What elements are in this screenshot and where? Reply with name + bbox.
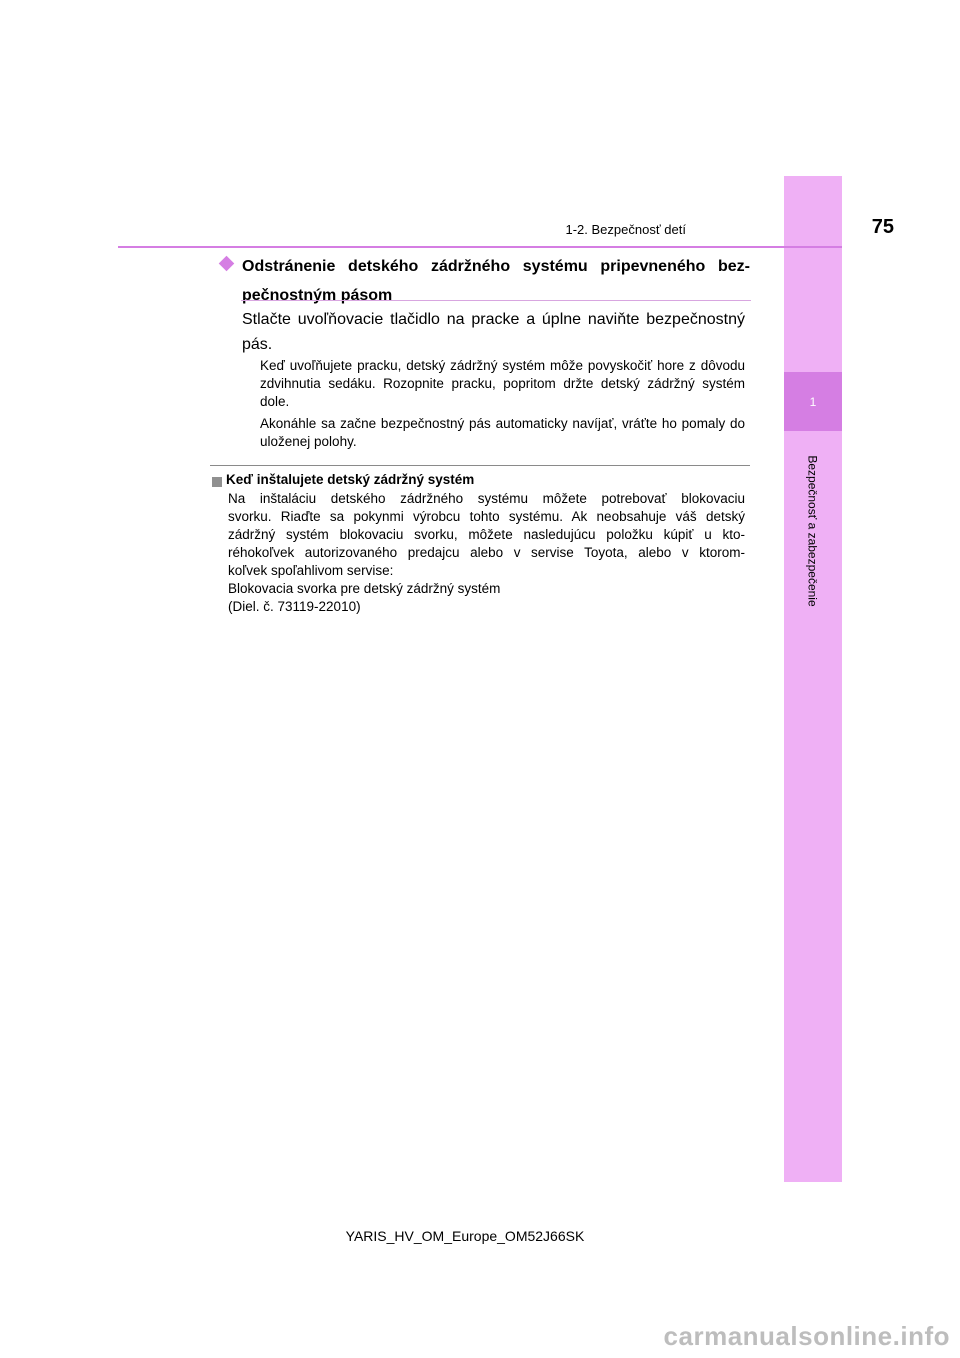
info-body xyxy=(228,490,745,616)
page-header xyxy=(118,214,894,248)
section-divider xyxy=(210,465,750,466)
subheading-text: Odstránenie detského zádržného systému pripevneného bezpečnostným pásom xyxy=(242,258,750,304)
section-reference: 1-2. Bezpečnosť detí xyxy=(565,222,686,237)
info-line: Blokovacia svorka pre detský zádržný systém xyxy=(228,581,501,596)
info-title: Keď inštalujete detský zádržný systém xyxy=(226,472,475,487)
page-number: 75 xyxy=(871,216,894,238)
chapter-title-tab xyxy=(784,436,842,626)
chapter-side-tab xyxy=(784,176,842,1182)
document-footer: YARIS_HV_OM_Europe_OM52J66SK xyxy=(345,1228,585,1244)
info-line: Na inštaláciu detského zádržného systému môžete potrebovať blokovaciu xyxy=(228,491,745,506)
info-line: réhokoľvek autorizovaného predajcu alebo v servise Toyota, alebo v ktorom- xyxy=(228,545,745,560)
gray-square-bullet-icon xyxy=(212,477,222,487)
chapter-number-tab[interactable] xyxy=(784,372,842,431)
info-line: zádržný systém blokovaciu svorku, môžete nasledujúcu položku kúpiť u kto- xyxy=(228,527,745,542)
instruction-step: Stlačte uvoľňovacie tlačidlo na pracke a úplne naviňte bezpečnostný pás. xyxy=(242,311,745,353)
watermark[interactable]: carmanualsonline.info xyxy=(663,1321,950,1351)
info-line: (Diel. č. 73119-22010) xyxy=(228,599,361,614)
info-line: koľvek spoľahlivom servise: xyxy=(228,563,394,578)
chapter-number: 1 xyxy=(809,394,817,409)
subheading-divider xyxy=(241,300,751,301)
info-line: svorku. Riaďte sa pokynmi výrobcu tohto systému. Ak neobsahuje váš detský xyxy=(228,509,745,524)
note-2: Akonáhle sa začne bezpečnostný pás automaticky navíjať, vráťte ho pomaly do uloženej polohy. xyxy=(260,416,745,449)
note-1: Keď uvoľňujete pracku, detský zádržný systém môže povyskočiť hore z dôvodu zdvihnutia sedáku. Rozopnite pracku, popritom držte detský zádržný systém dole. xyxy=(260,358,745,409)
subheading xyxy=(218,252,750,310)
chapter-title: Bezpečnosť a zabezpečenie xyxy=(806,455,820,607)
